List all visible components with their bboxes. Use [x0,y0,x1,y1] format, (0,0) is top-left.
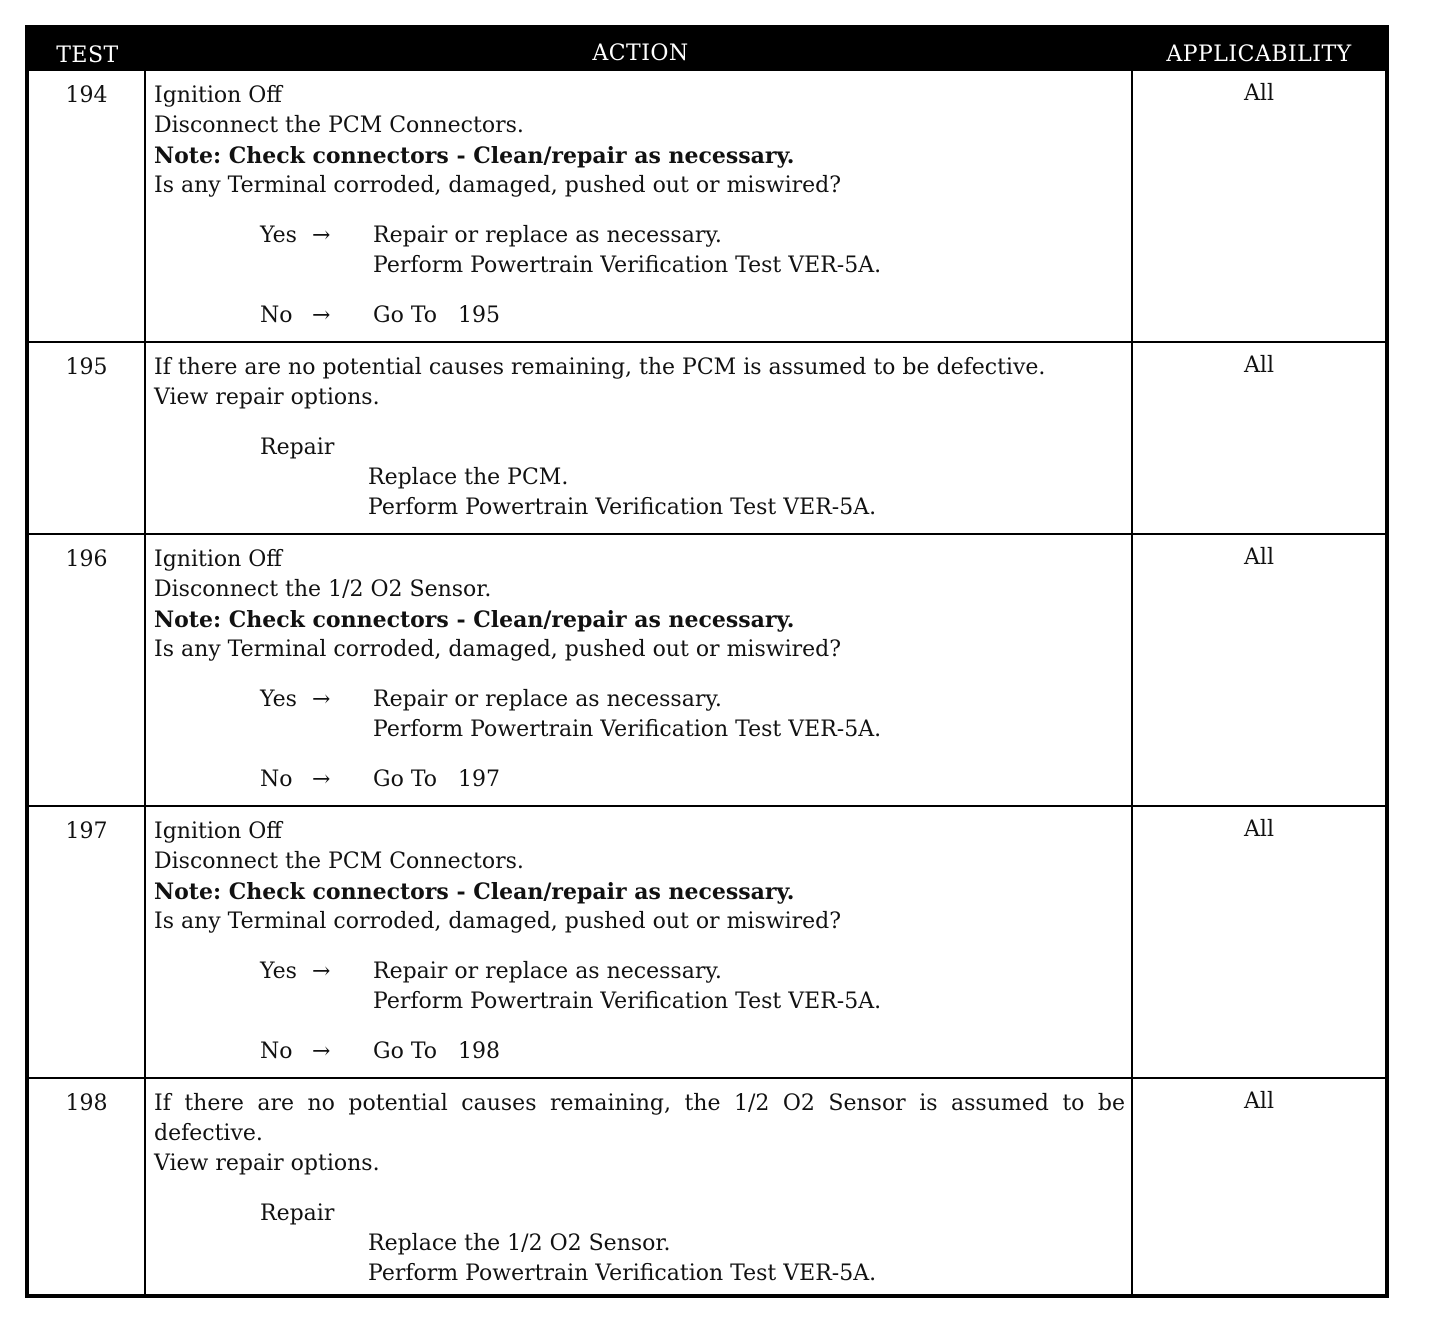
no-label: No [260,303,293,328]
yes-verification: Perform Powertrain Verification Test VER-5A. [373,253,882,278]
table-header [29,29,1385,69]
action-step: Ignition Off [154,547,282,572]
applicability-value: All [1244,817,1274,842]
action-question: Is any Terminal corroded, damaged, pushed out or miswired? [154,909,842,934]
applicability-value: All [1244,545,1274,570]
table-row [29,341,1385,533]
action-cell [146,1079,1133,1294]
table-row [29,533,1385,805]
repair-verification: Perform Powertrain Verification Test VER-5A. [368,1261,877,1286]
yes-verification: Perform Powertrain Verification Test VER-5A. [373,717,882,742]
no-branch [260,765,1125,795]
table-row [29,69,1385,341]
yes-action: Repair or replace as necessary. [373,959,722,984]
action-question: Is any Terminal corroded, damaged, pushed out or miswired? [154,637,842,662]
applicability-value: All [1244,353,1274,378]
goto-link[interactable]: Go To 198 [373,1039,500,1064]
no-label: No [260,767,293,792]
no-branch [260,301,1125,331]
action-note: Note: Check connectors - Clean/repair as necessary. [154,143,795,169]
action-step: View repair options. [154,1151,380,1176]
action-step: Ignition Off [154,819,282,844]
yes-label: Yes [260,959,297,984]
yes-action: Repair or replace as necessary. [373,223,722,248]
arrow-right-icon: → [312,767,331,792]
action-step: Disconnect the 1/2 O2 Sensor. [154,577,492,602]
test-number: 195 [29,343,146,533]
yes-verification: Perform Powertrain Verification Test VER-5A. [373,989,882,1014]
table-row [29,805,1385,1077]
repair-verification: Perform Powertrain Verification Test VER-5A. [368,495,877,520]
action-question: Is any Terminal corroded, damaged, pushed out or miswired? [154,173,842,198]
action-note: Note: Check connectors - Clean/repair as necessary. [154,607,795,633]
repair-label: Repair [260,435,335,460]
yes-label: Yes [260,223,297,248]
diagnostic-test-table [25,25,1389,1298]
repair-action: Replace the 1/2 O2 Sensor. [368,1231,671,1256]
action-step: Disconnect the PCM Connectors. [154,113,524,138]
arrow-right-icon: → [312,1039,331,1064]
action-note: Note: Check connectors - Clean/repair as necessary. [154,879,795,905]
no-branch [260,1037,1125,1067]
test-number: 196 [29,535,146,805]
yes-branch [260,685,1125,745]
action-step: Ignition Off [154,83,282,108]
test-number: 197 [29,807,146,1077]
header-test: TEST [56,42,119,68]
arrow-right-icon: → [312,303,331,328]
goto-link[interactable]: Go To 195 [373,303,500,328]
action-cell [146,807,1133,1077]
action-cell [146,535,1133,805]
repair-action: Replace the PCM. [368,465,569,490]
yes-branch [260,957,1125,1017]
applicability-value: All [1244,81,1274,106]
test-number: 198 [29,1079,146,1294]
action-step: Disconnect the PCM Connectors. [154,849,524,874]
header-applicability: APPLICABILITY [1166,41,1352,67]
action-cell [146,343,1133,533]
table-row [29,1077,1385,1294]
repair-label: Repair [260,1201,335,1226]
action-cell [146,71,1133,341]
applicability-value: All [1244,1089,1274,1114]
yes-label: Yes [260,687,297,712]
action-step: If there are no potential causes remaining, the 1/2 O2 Sensor is assumed to be defective. [154,1091,1125,1146]
arrow-right-icon: → [312,959,331,984]
arrow-right-icon: → [312,223,331,248]
header-action: ACTION [592,41,689,66]
goto-link[interactable]: Go To 197 [373,767,500,792]
action-step: View repair options. [154,385,380,410]
no-label: No [260,1039,293,1064]
yes-action: Repair or replace as necessary. [373,687,722,712]
yes-branch [260,221,1125,281]
test-number: 194 [29,71,146,341]
arrow-right-icon: → [312,687,331,712]
action-step: If there are no potential causes remaining, the PCM is assumed to be defective. [154,355,1046,380]
